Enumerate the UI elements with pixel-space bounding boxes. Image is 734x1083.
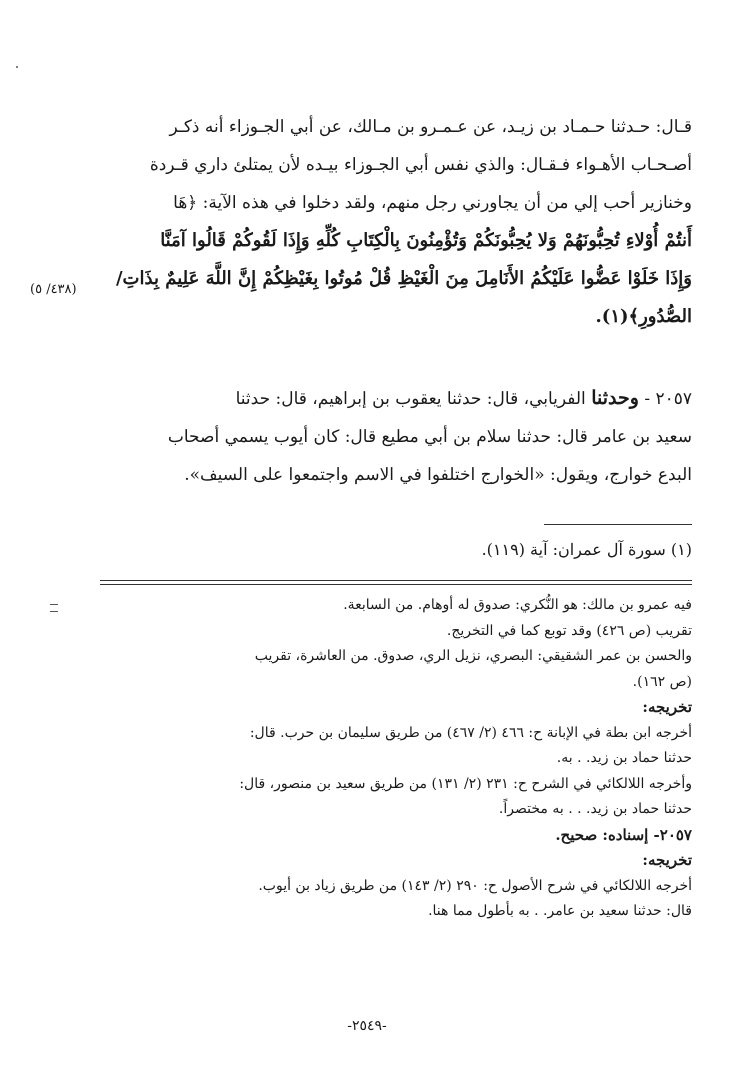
- narration-paragraph: [115, 108, 692, 336]
- quran-verse-line: وَإِذَا خَلَوْا عَضُّوا عَلَيْكُمُ الأَنَامِلَ مِنَ الْغَيْظِ قُلْ مُوتُوا بِغَيْظِكُمْ إِنَّ اللَّهَ عَلِيمٌ بِذَاتِ/: [115, 268, 692, 289]
- footnote-separator: [544, 524, 692, 525]
- commentary-line: أخرجه اللالكائي في شرح الأصول ح: ٢٩٠ (٢/ ١٤٣) من طريق زياد بن أيوب.: [258, 877, 692, 894]
- commentary-line: حدثنا حماد بن زيد. . . به مختصراً.: [498, 801, 692, 817]
- margin-volume-page-note: (٤٣٨/ ٥): [30, 282, 77, 297]
- commentary-line: فيه عمرو بن مالك: هو النُّكري: صدوق له أوهام. من السابعة.: [343, 597, 692, 613]
- main-text: [115, 108, 692, 336]
- hadith-number: ٢٠٥٧ -: [644, 389, 692, 409]
- editor-commentary: [130, 593, 692, 925]
- commentary-line: حدثنا حماد بن زيد. . به.: [556, 750, 692, 766]
- page-number: -٢٥٤٩-: [347, 1018, 387, 1034]
- hadith-paragraph: [130, 379, 692, 494]
- commentary-line: أخرجه ابن بطة في الإبانة ح: ٤٦٦ (٢/ ٤٦٧) من طريق سليمان بن حرب. قال:: [249, 724, 692, 741]
- commentary-line: قال: حدثنا سعيد بن عامر. . به بأطول مما هنا.: [428, 903, 692, 919]
- commentary-line: وأخرجه اللالكائي في الشرح ح: ٢٣١ (٢/ ١٣١) من طريق سعيد بن منصور، قال:: [239, 775, 692, 792]
- isnad-grade-line: ٢٠٥٧- إسناده: صحيح.: [555, 825, 692, 844]
- quran-verse-line: أَنتُمْ أُوْلاءِ تُحِبُّونَهُمْ وَلا يُحِبُّونَكُمْ وَتُؤْمِنُونَ بِالْكِتَابِ كُلِّهِ وَإِذَا لَقُوكُمْ قَالُوا آمَنَّا: [160, 230, 692, 251]
- quran-verse-line: الصُّدُورِ﴾(١).: [595, 306, 692, 327]
- footnote: (١) سورة آل عمران: آية (١١٩).: [481, 540, 692, 559]
- commentary-heading: تخريجه:: [642, 698, 692, 716]
- text-line: قـال: حـدثنا حـمـاد بن زيـد، عن عـمـرو بن مـالك، عن أبي الجـوزاء أنه ذكـر: [169, 117, 692, 137]
- commentary-line: والحسن بن عمر الشقيقي: البصري، نزيل الري، صدوق. من العاشرة، تقريب: [254, 648, 692, 664]
- hadith-line-text: سعيد بن عامر قال: حدثنا سلام بن أبي مطيع قال: كان أيوب يسمي أصحاب: [167, 427, 692, 447]
- hadith-first-line: [130, 379, 692, 418]
- commentary-line: (ص ١٦٢).: [632, 673, 692, 690]
- text-line: أصـحـاب الأهـواء فـقـال: والذي نفس أبي الجـوزاء بيـده لأن يمتلئ داري قـردة: [149, 155, 692, 175]
- commentary-heading: تخريجه:: [642, 851, 692, 869]
- commentary-separator-top: [100, 580, 692, 581]
- commentary-line: تقريب (ص ٤٢٦) وقد توبع كما في التخريج.: [446, 622, 692, 639]
- hadith-opening-word: وحدثنا: [591, 387, 639, 409]
- hadith-line-text: البدع خوارج، ويقول: «الخوارج اختلفوا في الاسم واجتمعوا على السيف».: [184, 465, 692, 485]
- text-line: وخنازير أحب إلي من أن يجاورني رجل منهم، ولقد دخلوا في هذه الآية: ﴿هَا: [173, 193, 692, 213]
- margin-mark: [50, 604, 58, 612]
- hadith-line-text: الفريابي، قال: حدثنا يعقوب بن إبراهيم، قال: حدثنا: [235, 389, 586, 409]
- scan-dot: [16, 66, 18, 68]
- commentary-separator-bottom: [100, 584, 692, 585]
